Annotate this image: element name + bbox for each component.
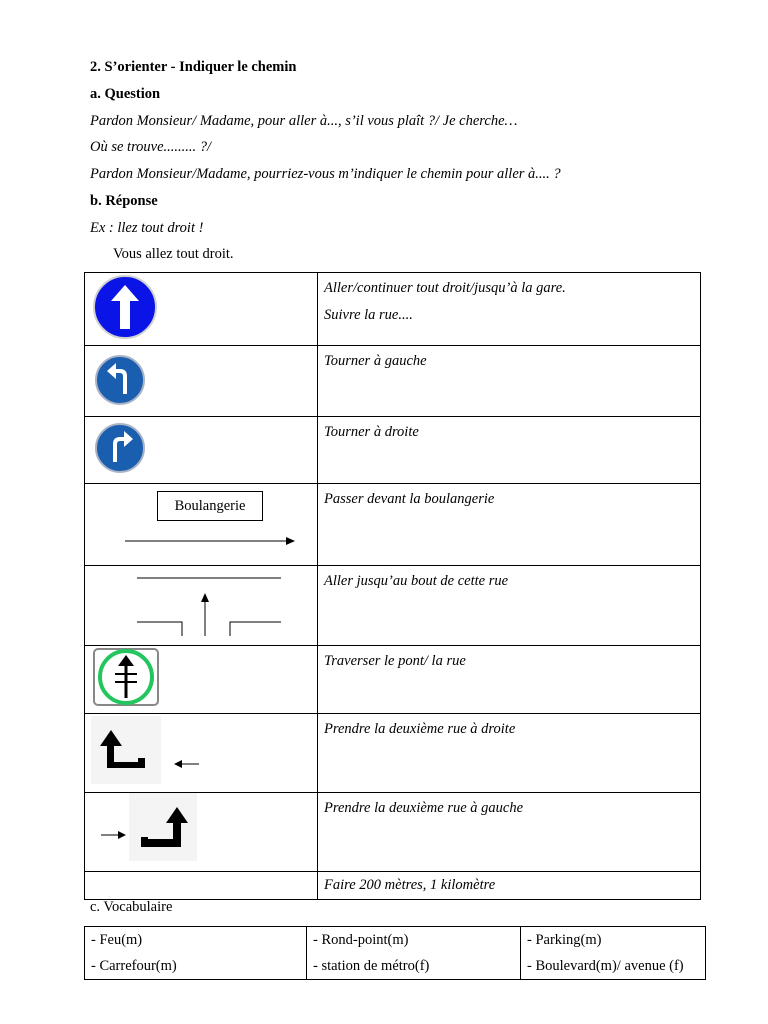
direction-text-cell <box>318 793 701 872</box>
table-row <box>85 346 701 417</box>
vocab-cell <box>85 927 307 980</box>
right-arrow-icon <box>99 829 127 841</box>
left-arrow-icon <box>173 758 201 770</box>
direction-text-cell <box>318 273 701 346</box>
second-right-icon <box>91 716 161 784</box>
direction-text: Tourner à gauche <box>324 353 427 369</box>
sign-cell <box>85 484 318 566</box>
sign-cell <box>85 793 318 872</box>
section-heading: 2. S’orienter - Indiquer le chemin <box>90 59 297 75</box>
vocab-item: - Parking(m) <box>527 932 602 948</box>
table-row <box>85 714 701 793</box>
question-line-3: Pardon Monsieur/Madame, pourriez-vous m’indiquer le chemin pour aller à.... ? <box>90 166 561 182</box>
table-row <box>85 484 701 566</box>
table-row <box>85 872 701 900</box>
vocab-cell <box>521 927 706 980</box>
vocab-cell <box>307 927 521 980</box>
sign-cell <box>85 872 318 900</box>
table-row <box>85 417 701 484</box>
vocab-item: - Feu(m) <box>91 932 143 948</box>
vocab-item: - station de métro(f) <box>313 958 430 974</box>
vocab-item: - Carrefour(m) <box>91 958 177 974</box>
end-of-street-diagram <box>135 574 285 640</box>
table-row <box>85 793 701 872</box>
direction-text-cell <box>318 346 701 417</box>
reponse-title: b. Réponse <box>90 193 158 209</box>
direction-text-cell <box>318 872 701 900</box>
direction-text: Aller/continuer tout droit/jusqu’à la gare. <box>324 280 566 296</box>
boulangerie-label: Boulangerie <box>157 491 263 521</box>
sign-cell <box>85 417 318 484</box>
turn-left-sign-icon <box>89 347 151 415</box>
sign-cell <box>85 566 318 646</box>
straight-arrow-sign-icon <box>91 275 159 339</box>
vocab-item: - Boulevard(m)/ avenue (f) <box>527 958 684 974</box>
question-title: a. Question <box>90 86 161 102</box>
direction-text: Aller jusqu’au bout de cette rue <box>324 573 509 589</box>
cross-bridge-sign-icon <box>93 648 159 706</box>
table-row <box>85 566 701 646</box>
vocabulaire-title: c. Vocabulaire <box>90 899 173 915</box>
direction-text-cell <box>318 646 701 714</box>
sign-cell <box>85 273 318 346</box>
direction-text: Passer devant la boulangerie <box>324 491 495 507</box>
sign-cell <box>85 714 318 793</box>
direction-text: Prendre la deuxième rue à gauche <box>324 800 524 816</box>
reponse-example: Ex : llez tout droit ! <box>90 220 204 236</box>
table-row <box>85 927 706 980</box>
direction-text: Prendre la deuxième rue à droite <box>324 721 516 737</box>
direction-text: Suivre la rue.... <box>324 307 413 323</box>
turn-right-sign-icon <box>89 418 151 478</box>
direction-text: Traverser le pont/ la rue <box>324 653 466 669</box>
direction-text: Faire 200 mètres, 1 kilomètre <box>324 877 496 893</box>
sign-cell <box>85 646 318 714</box>
directions-table <box>84 272 701 900</box>
second-left-icon <box>129 793 197 861</box>
direction-text: Tourner à droite <box>324 424 419 440</box>
sign-cell <box>85 346 318 417</box>
question-line-1: Pardon Monsieur/ Madame, pour aller à..., s’il vous plaît ?/ Je cherche… <box>90 113 518 129</box>
question-line-2: Où se trouve......... ?/ <box>90 139 212 155</box>
vocabulary-table <box>84 926 706 980</box>
vocab-item: - Rond-point(m) <box>313 932 409 948</box>
table-row <box>85 646 701 714</box>
reponse-example-answer: Vous allez tout droit. <box>113 246 234 262</box>
direction-text-cell <box>318 484 701 566</box>
direction-text-cell <box>318 417 701 484</box>
direction-text-cell <box>318 714 701 793</box>
pass-by-arrow-icon <box>123 534 297 548</box>
direction-text-cell <box>318 566 701 646</box>
table-row <box>85 273 701 346</box>
